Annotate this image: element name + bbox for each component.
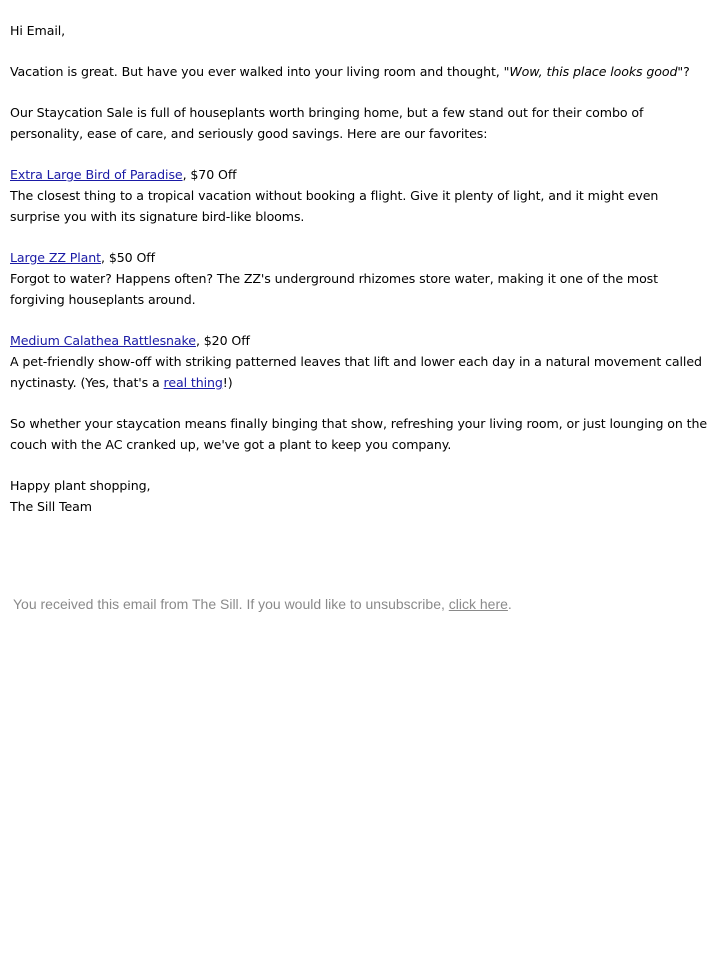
product-discount: , $50 Off [101,250,155,265]
intro-text: Vacation is great. But have you ever walked into your living room and thought, [10,64,504,79]
email-body [10,20,710,537]
product-description: Forgot to water? Happens often? The ZZ's underground rhizomes store water, making it one of the most forgiving houseplants around. [10,271,658,307]
signature: The Sill Team [10,499,92,514]
product-link-zz-plant[interactable]: Large ZZ Plant [10,250,102,265]
product-description-end: !) [222,375,233,390]
product-block [10,330,710,393]
product-link-bird-of-paradise[interactable]: Extra Large Bird of Paradise [10,167,183,182]
lead-paragraph: Our Staycation Sale is full of houseplants worth bringing home, but a few stand out for their combo of personality, ease of care, and seriously good savings. Here are our favorites: [10,105,644,141]
unsubscribe-link[interactable]: click here [448,596,508,612]
product-discount: , $20 Off [195,333,250,348]
footer-end: . [507,596,512,612]
greeting: Hi Email, [10,23,66,38]
signoff-block [10,475,710,517]
product-link-calathea-rattlesnake[interactable]: Medium Calathea Rattlesnake [10,333,196,348]
footer-text: You received this email from The Sill. If you would like to unsubscribe, [13,596,449,612]
product-description: The closest thing to a tropical vacation without booking a flight. Give it plenty of light, and it might even surprise you with its signature bird-like blooms. [10,188,659,224]
closing-paragraph: So whether your staycation means finally binging that show, refreshing your living room, or just lounging on the couch with the AC cranked up, we've got a plant to keep you company. [10,416,708,452]
product-block [10,247,710,310]
real-thing-link[interactable]: real thing [163,375,223,390]
signoff: Happy plant shopping, [10,478,151,493]
intro-paragraph [10,61,710,82]
email-footer [13,594,713,614]
intro-quote: "Wow, this place looks good" [503,64,684,79]
intro-end: ? [683,64,690,79]
product-description: A pet-friendly show-off with striking patterned leaves that lift and lower each day in a natural movement called nyctinasty. (Yes, that's a [10,354,702,390]
product-discount: , $70 Off [182,167,237,182]
product-block [10,164,710,227]
